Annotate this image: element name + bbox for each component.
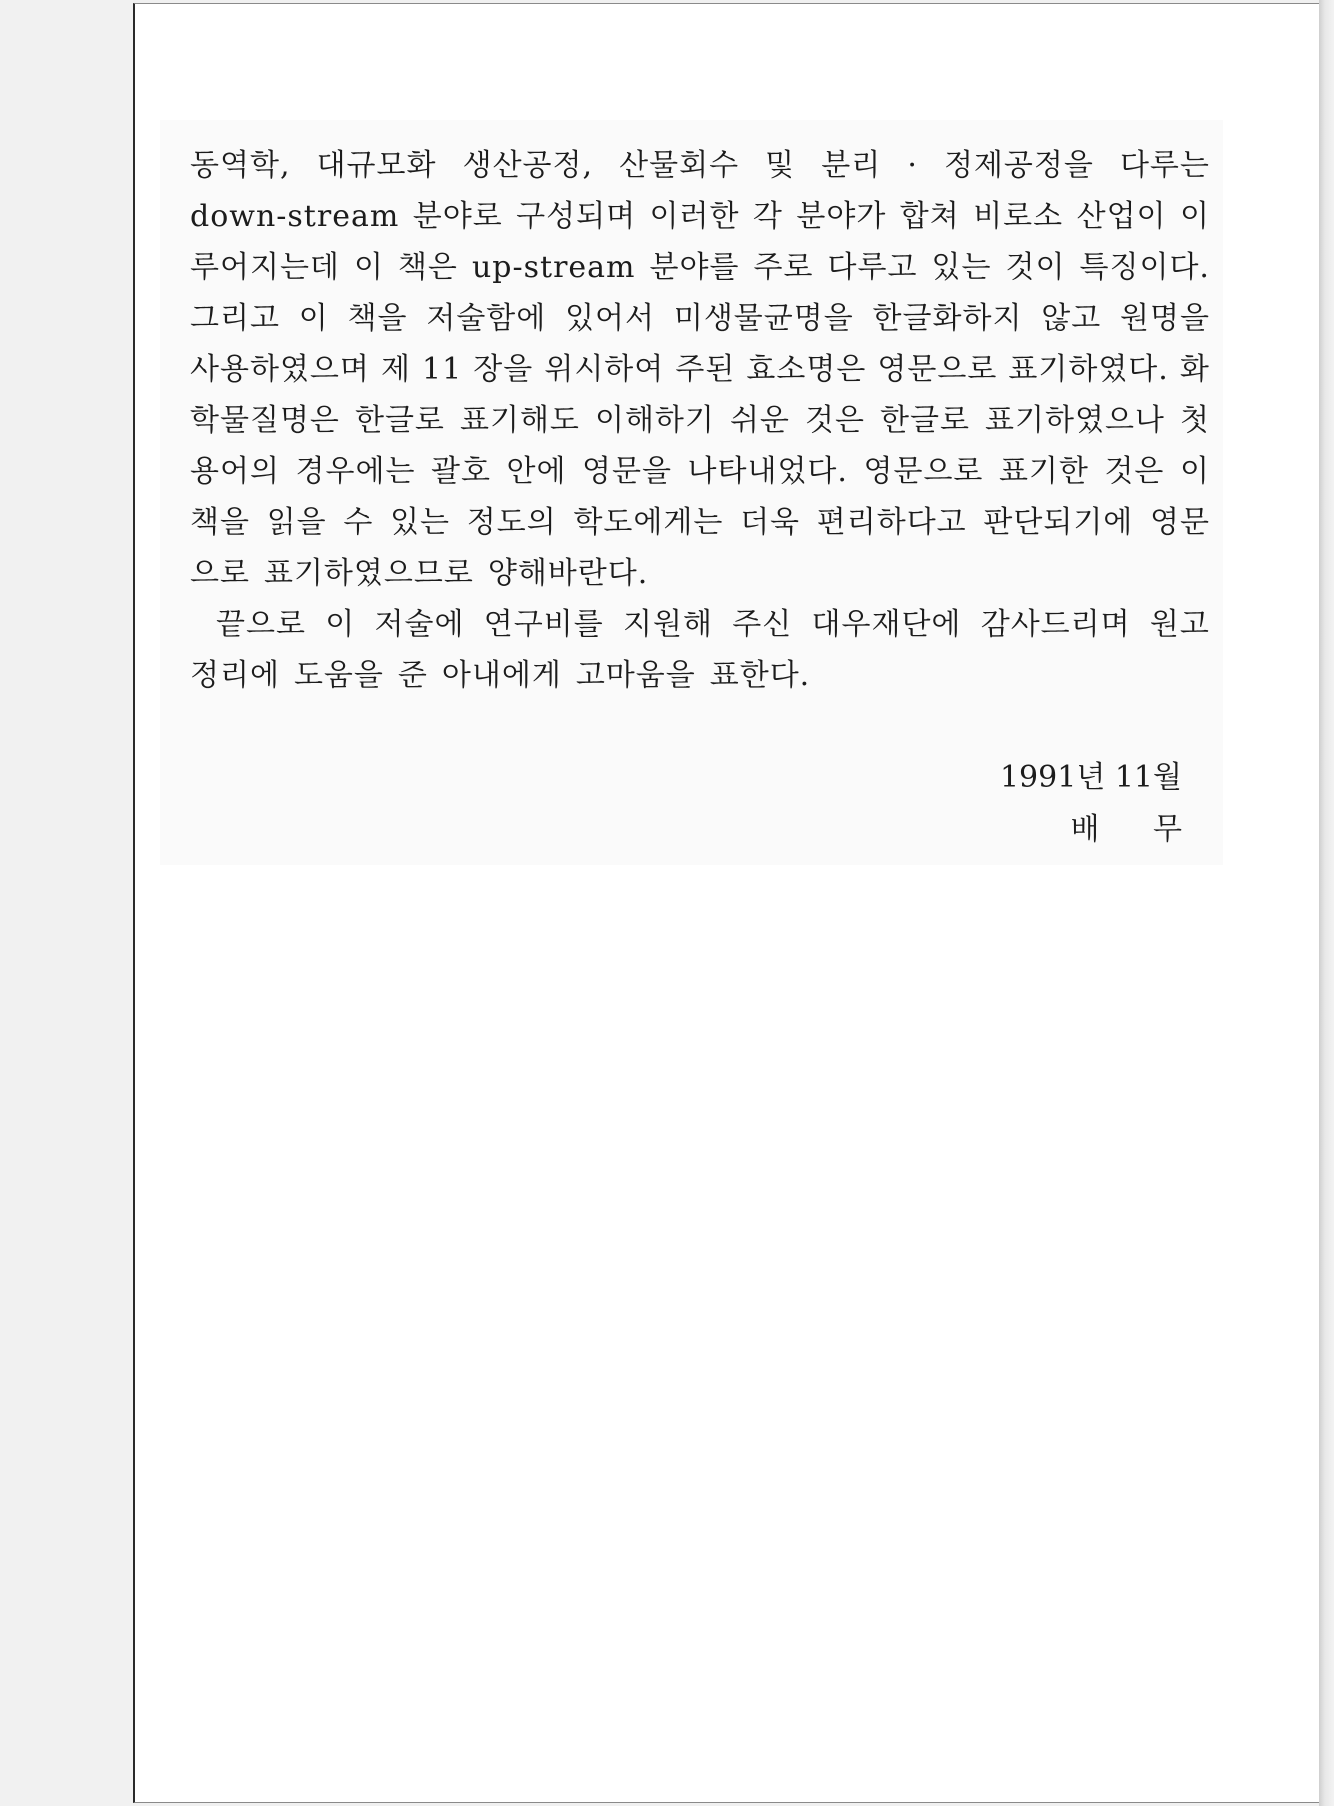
word: 한글로 — [354, 403, 445, 438]
word: 표기하였으나 — [985, 403, 1165, 438]
word: 루어지는데 — [190, 250, 340, 285]
word: 있는 — [390, 505, 451, 540]
word: 산업이 — [1076, 199, 1167, 234]
word: 있는 — [931, 250, 992, 285]
word: 양해바란다. — [487, 556, 649, 591]
text-line — [190, 140, 1210, 191]
word: 용어의 — [190, 454, 280, 489]
word: 사용하였으며 — [190, 352, 370, 387]
text-line — [190, 497, 1210, 548]
word: 구성되며 — [516, 199, 637, 234]
word: 판단되기에 — [983, 505, 1134, 540]
word: 으로 — [190, 556, 250, 591]
word: 분야로 — [412, 199, 503, 234]
word: 주된 — [675, 352, 736, 387]
word: 책은 — [397, 250, 458, 285]
word: 이 — [353, 250, 384, 285]
word: 표기하였다. — [1008, 352, 1169, 387]
paragraph-2 — [190, 599, 1210, 701]
word: · — [907, 148, 918, 183]
word: 표기한 — [998, 454, 1089, 489]
word: 주로 — [753, 250, 814, 285]
word: 경우에는 — [295, 454, 416, 489]
word: 분야가 — [796, 199, 887, 234]
word: 합쳐 — [899, 199, 960, 234]
word: 표기해도 — [459, 403, 580, 438]
word: 특징이다. — [1079, 250, 1210, 285]
word: 위시하여 — [544, 352, 665, 387]
word: 다루고 — [827, 250, 918, 285]
word: 안에 — [506, 454, 567, 489]
word: 대우재단에 — [811, 607, 962, 642]
word: 대규모화 — [316, 148, 437, 183]
word: 학물질명은 — [190, 403, 340, 438]
preface-body — [190, 140, 1210, 701]
word: 고마움을 — [575, 658, 696, 693]
word: 것은 — [1104, 454, 1165, 489]
word: 원명을 — [1120, 301, 1210, 336]
signature-block — [999, 752, 1204, 856]
signature-date: 1991년 11월 — [999, 760, 1182, 795]
word: 11 — [422, 352, 463, 387]
word: 책을 — [190, 505, 250, 540]
word: 이 — [298, 301, 329, 336]
word: 지원해 — [623, 607, 713, 642]
word: 괄호 — [430, 454, 491, 489]
word: 분야를 — [649, 250, 740, 285]
word: up-stream — [471, 250, 636, 285]
word: 표한다. — [709, 658, 811, 693]
word: 영문으로 — [863, 454, 984, 489]
text-line — [190, 650, 1210, 701]
word: 동역학, — [190, 148, 291, 183]
word: 및 — [765, 148, 796, 183]
word: 효소명은 — [746, 352, 867, 387]
word: 주신 — [732, 607, 793, 642]
word: 제 — [380, 352, 411, 387]
word: 연구비를 — [483, 607, 604, 642]
word: 쉬운 — [729, 403, 790, 438]
word: 더욱 — [740, 505, 801, 540]
word: 이 — [1179, 454, 1210, 489]
signature-author: 배 무 — [1070, 812, 1204, 847]
word: 이 — [1180, 199, 1210, 234]
word: 않고 — [1041, 301, 1102, 336]
word: 미생물균명을 — [673, 301, 854, 336]
word: 나타내었다. — [687, 454, 848, 489]
word: 저술에 — [374, 607, 465, 642]
word: 이해하기 — [594, 403, 715, 438]
word: 다루는 — [1119, 148, 1210, 183]
text-line — [190, 242, 1210, 293]
text-line — [190, 446, 1210, 497]
word: 영문으로 — [877, 352, 998, 387]
word: 이러한 — [649, 199, 740, 234]
word: 읽을 — [266, 505, 327, 540]
text-line — [190, 395, 1210, 446]
page-edge-shadow — [1319, 0, 1334, 1806]
word: 첫 — [1179, 403, 1210, 438]
text-line — [190, 191, 1210, 242]
word: 있어서 — [565, 301, 656, 336]
word: 원고 — [1149, 607, 1210, 642]
word: 정제공정을 — [943, 148, 1094, 183]
word: 것이 — [1005, 250, 1066, 285]
word: 감사드리며 — [980, 607, 1131, 642]
word: 영문 — [1150, 505, 1210, 540]
word: 수 — [343, 505, 374, 540]
word: 편리하다고 — [816, 505, 967, 540]
word: 이 — [325, 607, 356, 642]
word: 화 — [1179, 352, 1210, 387]
text-line — [190, 293, 1210, 344]
word: 정도의 — [466, 505, 557, 540]
word: 정리에 — [190, 658, 280, 693]
word: 한글로 — [880, 403, 970, 438]
word: 비로소 — [973, 199, 1064, 234]
word: 분리 — [821, 148, 882, 183]
word: 산물회수 — [619, 148, 740, 183]
word: 영문을 — [582, 454, 672, 489]
word: 생산공정, — [462, 148, 594, 183]
word: 각 — [752, 199, 783, 234]
word: down-stream — [190, 199, 400, 234]
word: 그리고 — [190, 301, 280, 336]
word: 책을 — [347, 301, 408, 336]
word: 표기하였으므로 — [263, 556, 474, 591]
word: 것은 — [804, 403, 865, 438]
text-line — [190, 344, 1210, 395]
word: 한글화하지 — [872, 301, 1023, 336]
text-line — [190, 548, 1210, 599]
word: 장을 — [473, 352, 534, 387]
word: 학도에게는 — [573, 505, 724, 540]
word: 준 — [397, 658, 428, 693]
word: 저술함에 — [426, 301, 547, 336]
paragraph-1 — [190, 140, 1210, 599]
text-line — [190, 599, 1210, 650]
word: 도움을 — [293, 658, 384, 693]
word: 아내에게 — [441, 658, 562, 693]
word: 끝으로 — [216, 607, 306, 642]
viewer-left-margin — [0, 0, 133, 1806]
